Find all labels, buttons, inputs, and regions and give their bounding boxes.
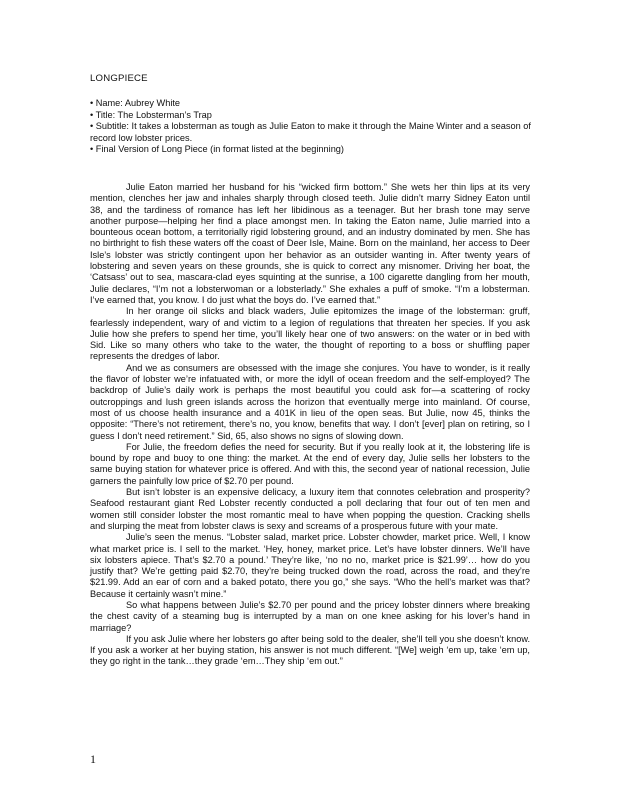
page-number: 1	[90, 752, 96, 766]
detail-final-version: • Final Version of Long Piece (in format listed at the beginning)	[90, 144, 344, 155]
paragraph: In her orange oil slicks and black waders, Julie epitomizes the image of the lobsterman: gruff, fearlessly independent, wary of and victim to a legion of regulations that threaten her species. If you ask Julie how she prefers to spend her time, you’ll likely hear one of two answers: on the water or in bed with Sid. Like so many others who take to the water, the thought of reporting to a boss or shuffling paper represents the dredges of labor.	[90, 306, 530, 362]
detail-title: • Title: The Lobsterman’s Trap	[90, 109, 212, 120]
detail-name: • Name: Aubrey White	[90, 98, 181, 108]
paragraph: Julie’s seen the menus. “Lobster salad, market price. Lobster chowder, market price. Well, I know what market price is. I sell to the market. ‘Hey, honey, market price. Let’s have lobster dinners. We’ll have six lobsters apiece. That’s $2.70 a pound.’ They’re like, ‘no no no, market price is $21.99’… how do you justify that? We’re getting paid $2.70, they’re being trucked down the road, across the road, and they’re $21.99. Add an ear of corn and a baked potato, there you go,” she says. “Who the hell’s market was that? Because it certainly wasn’t mine.”	[90, 532, 530, 599]
paragraph: Julie Eaton married her husband for his “wicked firm bottom.” She wets her thin lips at its very mention, clenches her jaw and inhales sharply through closed teeth. Julie didn’t marry Sidney Eaton until 38, and the tardiness of romance has left her libidinous as a teenager. But her brash tone may serve another purpose—helping her find a place amongst men. In taking the Eaton name, Julie married into a bounteous ocean bottom, a territorially rigid lobstering ground, and an industry dominated by men. She has no birthright to fish these waters off the coast of Deer Isle, Maine. Born on the mainland, her access to Deer Isle’s lobster was strictly contingent upon her behavior as an outsider wanting in. After twenty years of lobstering and seven years on these grounds, she is quick to correct any misnomer. Driving her boat, the ‘Catsass’ out to sea, mascara-clad eyes squinting at the sunrise, a 100 cigarette dangling from her mouth, Julie declares, “I’m not a lobsterwoman or a lobsterlady.” She exhales a puff of smoke. “I’m a lobsterman. I’ve earned that, you know. I do just what the boys do. I’ve earned that.”	[90, 182, 530, 305]
assignment-details-list	[90, 98, 540, 156]
document-heading: LONGPIECE	[90, 73, 148, 84]
paragraph: If you ask Julie where her lobsters go after being sold to the dealer, she’ll tell you she doesn’t know. If you ask a worker at her buying station, his answer is not much different. “[We] weigh ‘em up, take ‘em up, they go right in the tank…they grade ‘em…They ship ‘em out.”	[90, 633, 530, 667]
article-body	[90, 182, 530, 668]
paragraph: For Julie, the freedom defies the need for security. But if you really look at it, the lobstering life is bound by rope and buoy to one thing: the market. At the end of every day, Julie sells her lobsters to the same buying station for whatever price is offered. And with this, the second year of national recession, Julie garners the painfully low price of $2.70 per pound.	[90, 441, 530, 486]
paragraph: So what happens between Julie’s $2.70 per pound and the pricey lobster dinners where breaking the chest cavity of a steaming bug is interrupted by a man on one knee asking for his lover’s hand in marriage?	[90, 599, 530, 633]
paragraph: And we as consumers are obsessed with the image she conjures. You have to wonder, is it really the flavor of lobster we’re infatuated with, or more the idyll of ocean freedom and the self-employed? The backdrop of Julie’s daily work is perhaps the most beautiful you could ask for—a scattering of rocky outcroppings and lush green islands across the horizon that eventually merge into mainland. Of course, most of us choose health insurance and a 401K in lieu of the open seas. But Julie, now 45, thinks the opposite: “There’s not retirement, there’s no, you know, benefits that way. I don’t [ever] plan on retiring, so I guess I don’t need retirement.” Sid, 65, also shows no signs of slowing down.	[90, 362, 530, 441]
paragraph: But isn’t lobster is an expensive delicacy, a luxury item that connotes celebration and prosperity? Seafood restaurant giant Red Lobster recently conducted a poll declaring that four out of ten men and women still consider lobster the most romantic meal to have when popping the question. Cracking shells and slurping the meat from lobster claws is sexy and screams of a prosperous future with your mate.	[90, 487, 530, 531]
detail-subtitle: • Subtitle: It takes a lobsterman as tough as Julie Eaton to make it through the Maine Winter and a season of record low lobster prices.	[90, 121, 531, 143]
